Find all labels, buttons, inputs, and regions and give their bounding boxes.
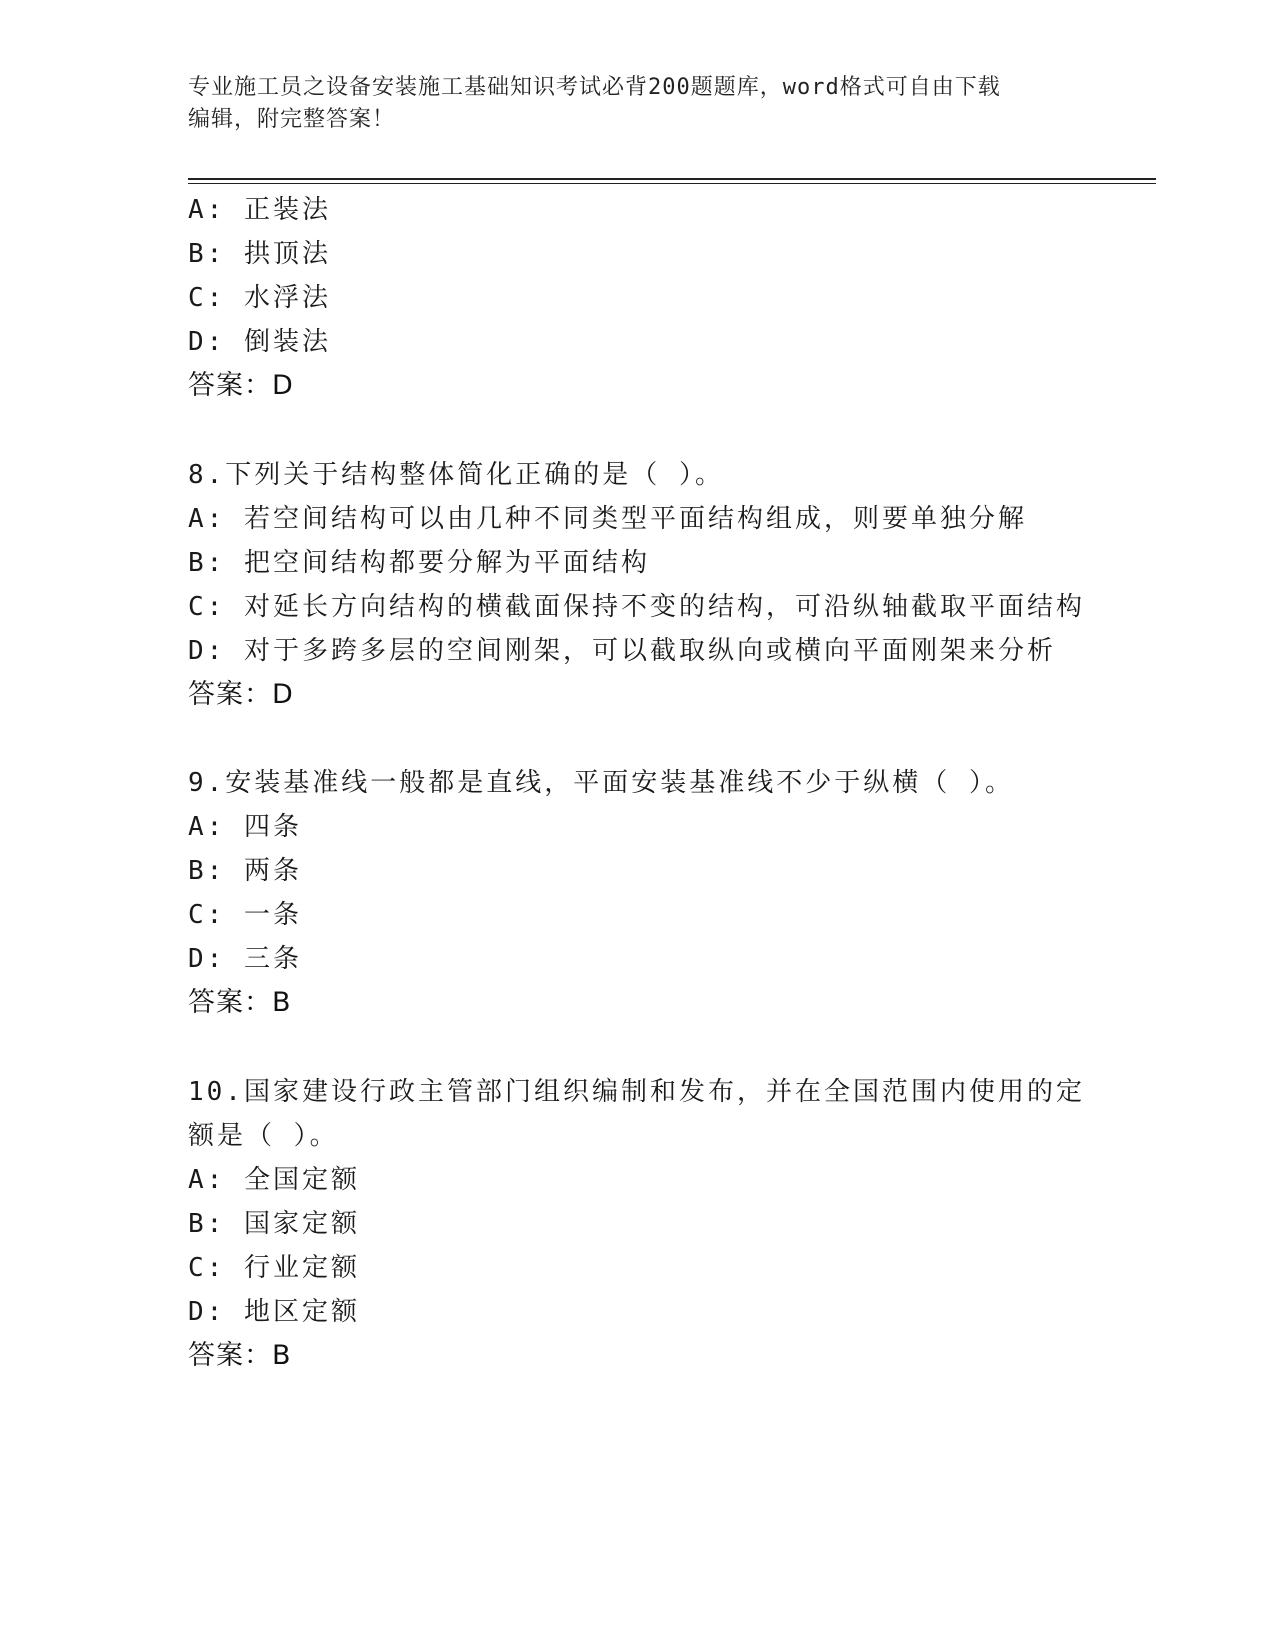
q8-option-c: C: 对延长方向结构的横截面保持不变的结构，可沿纵轴截取平面结构 [188, 592, 1085, 622]
q9-option-b: B: 两条 [188, 856, 302, 886]
header-rule-thick [188, 178, 1156, 180]
q8-option-a: A: 若空间结构可以由几种不同类型平面结构组成，则要单独分解 [188, 504, 1027, 534]
q8-option-d: D: 对于多跨多层的空间刚架，可以截取纵向或横向平面刚架来分析 [188, 636, 1056, 666]
q10-option-b: B: 国家定额 [188, 1209, 360, 1239]
q9-option-d: D: 三条 [188, 944, 302, 974]
q10-question-line-1: 10.国家建设行政主管部门组织编制和发布，并在全国范围内使用的定 [188, 1077, 1085, 1107]
q7-answer: 答案：D [188, 370, 294, 401]
q9-question: 9.安装基准线一般都是直线，平面安装基准线不少于纵横（ ）。 [188, 768, 1014, 798]
q10-question-line-2: 额是（ ）。 [188, 1121, 339, 1151]
q7-option-a: A: 正装法 [188, 195, 331, 225]
q9-option-a: A: 四条 [188, 812, 302, 842]
q8-question: 8.下列关于结构整体简化正确的是（ ）。 [188, 460, 724, 490]
q9-option-c: C: 一条 [188, 900, 302, 930]
q10-option-d: D: 地区定额 [188, 1297, 360, 1327]
q10-answer: 答案：B [188, 1340, 292, 1371]
q10-option-a: A: 全国定额 [188, 1165, 360, 1195]
document-header [188, 72, 1088, 136]
q10-option-c: C: 行业定额 [188, 1253, 360, 1283]
header-rule-thin [188, 183, 1156, 184]
q7-option-c: C: 水浮法 [188, 283, 331, 313]
q8-option-b: B: 把空间结构都要分解为平面结构 [188, 548, 650, 578]
header-line-1: 专业施工员之设备安装施工基础知识考试必背200题题库，word格式可自由下载 [188, 75, 1001, 100]
q7-option-d: D: 倒装法 [188, 327, 331, 357]
header-line-2: 编辑，附完整答案！ [188, 107, 396, 132]
q7-option-b: B: 拱顶法 [188, 239, 331, 269]
q9-answer: 答案：B [188, 987, 292, 1018]
q8-answer: 答案：D [188, 679, 294, 710]
